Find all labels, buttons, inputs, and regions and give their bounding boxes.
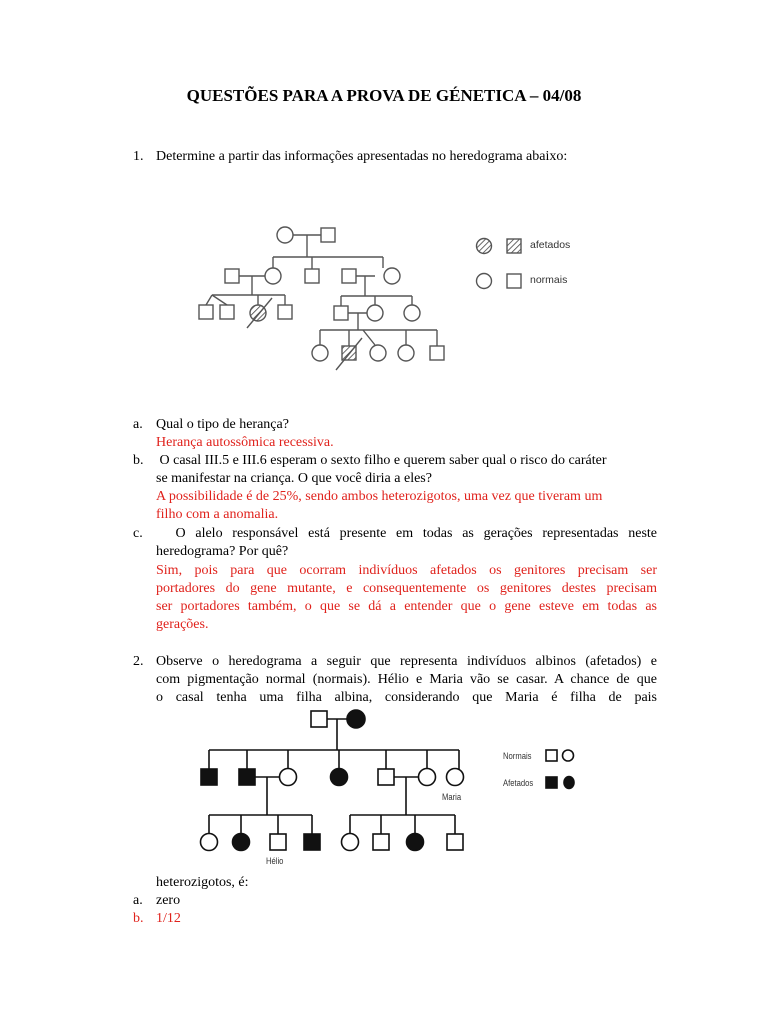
- q1b-question-line2: se manifestar na criança. O que você diria a eles?: [156, 471, 432, 486]
- q2-line1: Observe o heredograma a seguir que representa indivíduos albinos (afetados) e: [156, 654, 657, 669]
- ped2-III5-female: [342, 834, 359, 851]
- ped2-III7-female-affected: [407, 834, 424, 851]
- q2-line3: o casal tenha uma filha albina, considerando que Maria é filha de pais: [156, 690, 657, 705]
- q1a-question: Qual o tipo de herança?: [156, 417, 289, 432]
- helio-label: Hélio: [266, 856, 284, 866]
- ped2-II4-female-affected: [331, 769, 348, 786]
- q1b-question-line1: O casal III.5 e III.6 esperam o sexto filho e querem saber qual o risco do caráter: [156, 453, 607, 468]
- legend2-affected-label: Afetados: [503, 778, 534, 788]
- ped2-II6-female: [419, 769, 436, 786]
- q1c-answer-line1: Sim, pois para que ocorram indivíduos afetados os genitores precisam ser: [156, 563, 657, 578]
- ped2-III6-male: [373, 834, 389, 850]
- q2-line2: com pigmentação normal (normais). Hélio e Maria vão se casar. A chance de que: [156, 672, 657, 687]
- q1c-letter: c.: [133, 526, 143, 541]
- ped2-II1-male-affected: [201, 769, 217, 785]
- legend2-normal-label: Normais: [503, 751, 532, 761]
- q2-line4: heterozigotos, é:: [156, 875, 249, 890]
- maria-label: Maria: [442, 792, 462, 802]
- legend1-normal-label: normais: [530, 274, 568, 286]
- q1b-answer-line2: filho com a anomalia.: [156, 507, 279, 522]
- q1-text: Determine a partir das informações apresentadas no heredograma abaixo:: [156, 149, 568, 164]
- ped2-I1-male: [311, 711, 327, 727]
- q1a-letter: a.: [133, 417, 143, 432]
- q2-option-a-text: zero: [156, 893, 181, 908]
- q1c-answer-line2: portadores do gene mutante, e consequentemente os genitores destes precisam: [156, 581, 657, 596]
- ped2-II2-female: [280, 769, 297, 786]
- legend2-affected-male-icon: [546, 777, 557, 788]
- q2-option-a-letter: a.: [133, 893, 143, 908]
- legend2-affected-female-icon: [564, 777, 574, 789]
- q1c-answer-line3: ser portadores também, o que se dá a entender que o gene esteve em todas as: [156, 599, 657, 614]
- ped2-III1-female: [201, 834, 218, 851]
- q1-number: 1.: [133, 149, 144, 164]
- legend2-normal-female-icon: [563, 750, 574, 761]
- q2-option-b-text: 1/12: [156, 911, 181, 926]
- ped2-II1b-male-affected: [239, 769, 255, 785]
- ped2-II7-maria: [447, 769, 464, 786]
- q2-option-b-letter: b.: [133, 911, 144, 926]
- q2-number: 2.: [133, 654, 144, 669]
- q1c-question-line2: heredograma? Por quê?: [156, 544, 289, 559]
- ped2-II3-male: [378, 769, 394, 785]
- q1b-letter: b.: [133, 453, 144, 468]
- q1a-answer: Herança autossômica recessiva.: [156, 435, 334, 450]
- ped2-III4-male-affected: [304, 834, 320, 850]
- q1c-answer-line4: gerações.: [156, 617, 209, 632]
- ped2-III8-male: [447, 834, 463, 850]
- legend1-affected-label: afetados: [530, 239, 571, 251]
- legend2-normal-male-icon: [546, 750, 557, 761]
- ped2-I2-female-affected: [347, 710, 365, 728]
- page-title: QUESTÕES PARA A PROVA DE GÉNETICA – 04/08: [186, 86, 582, 105]
- q1c-question-line1: O alelo responsável está presente em todas as gerações representadas neste: [156, 526, 658, 541]
- ped2-III3-helio: [270, 834, 286, 850]
- q1b-answer-line1: A possibilidade é de 25%, sendo ambos heterozigotos, uma vez que tiveram um: [156, 489, 603, 504]
- ped2-III2-female-affected: [233, 834, 250, 851]
